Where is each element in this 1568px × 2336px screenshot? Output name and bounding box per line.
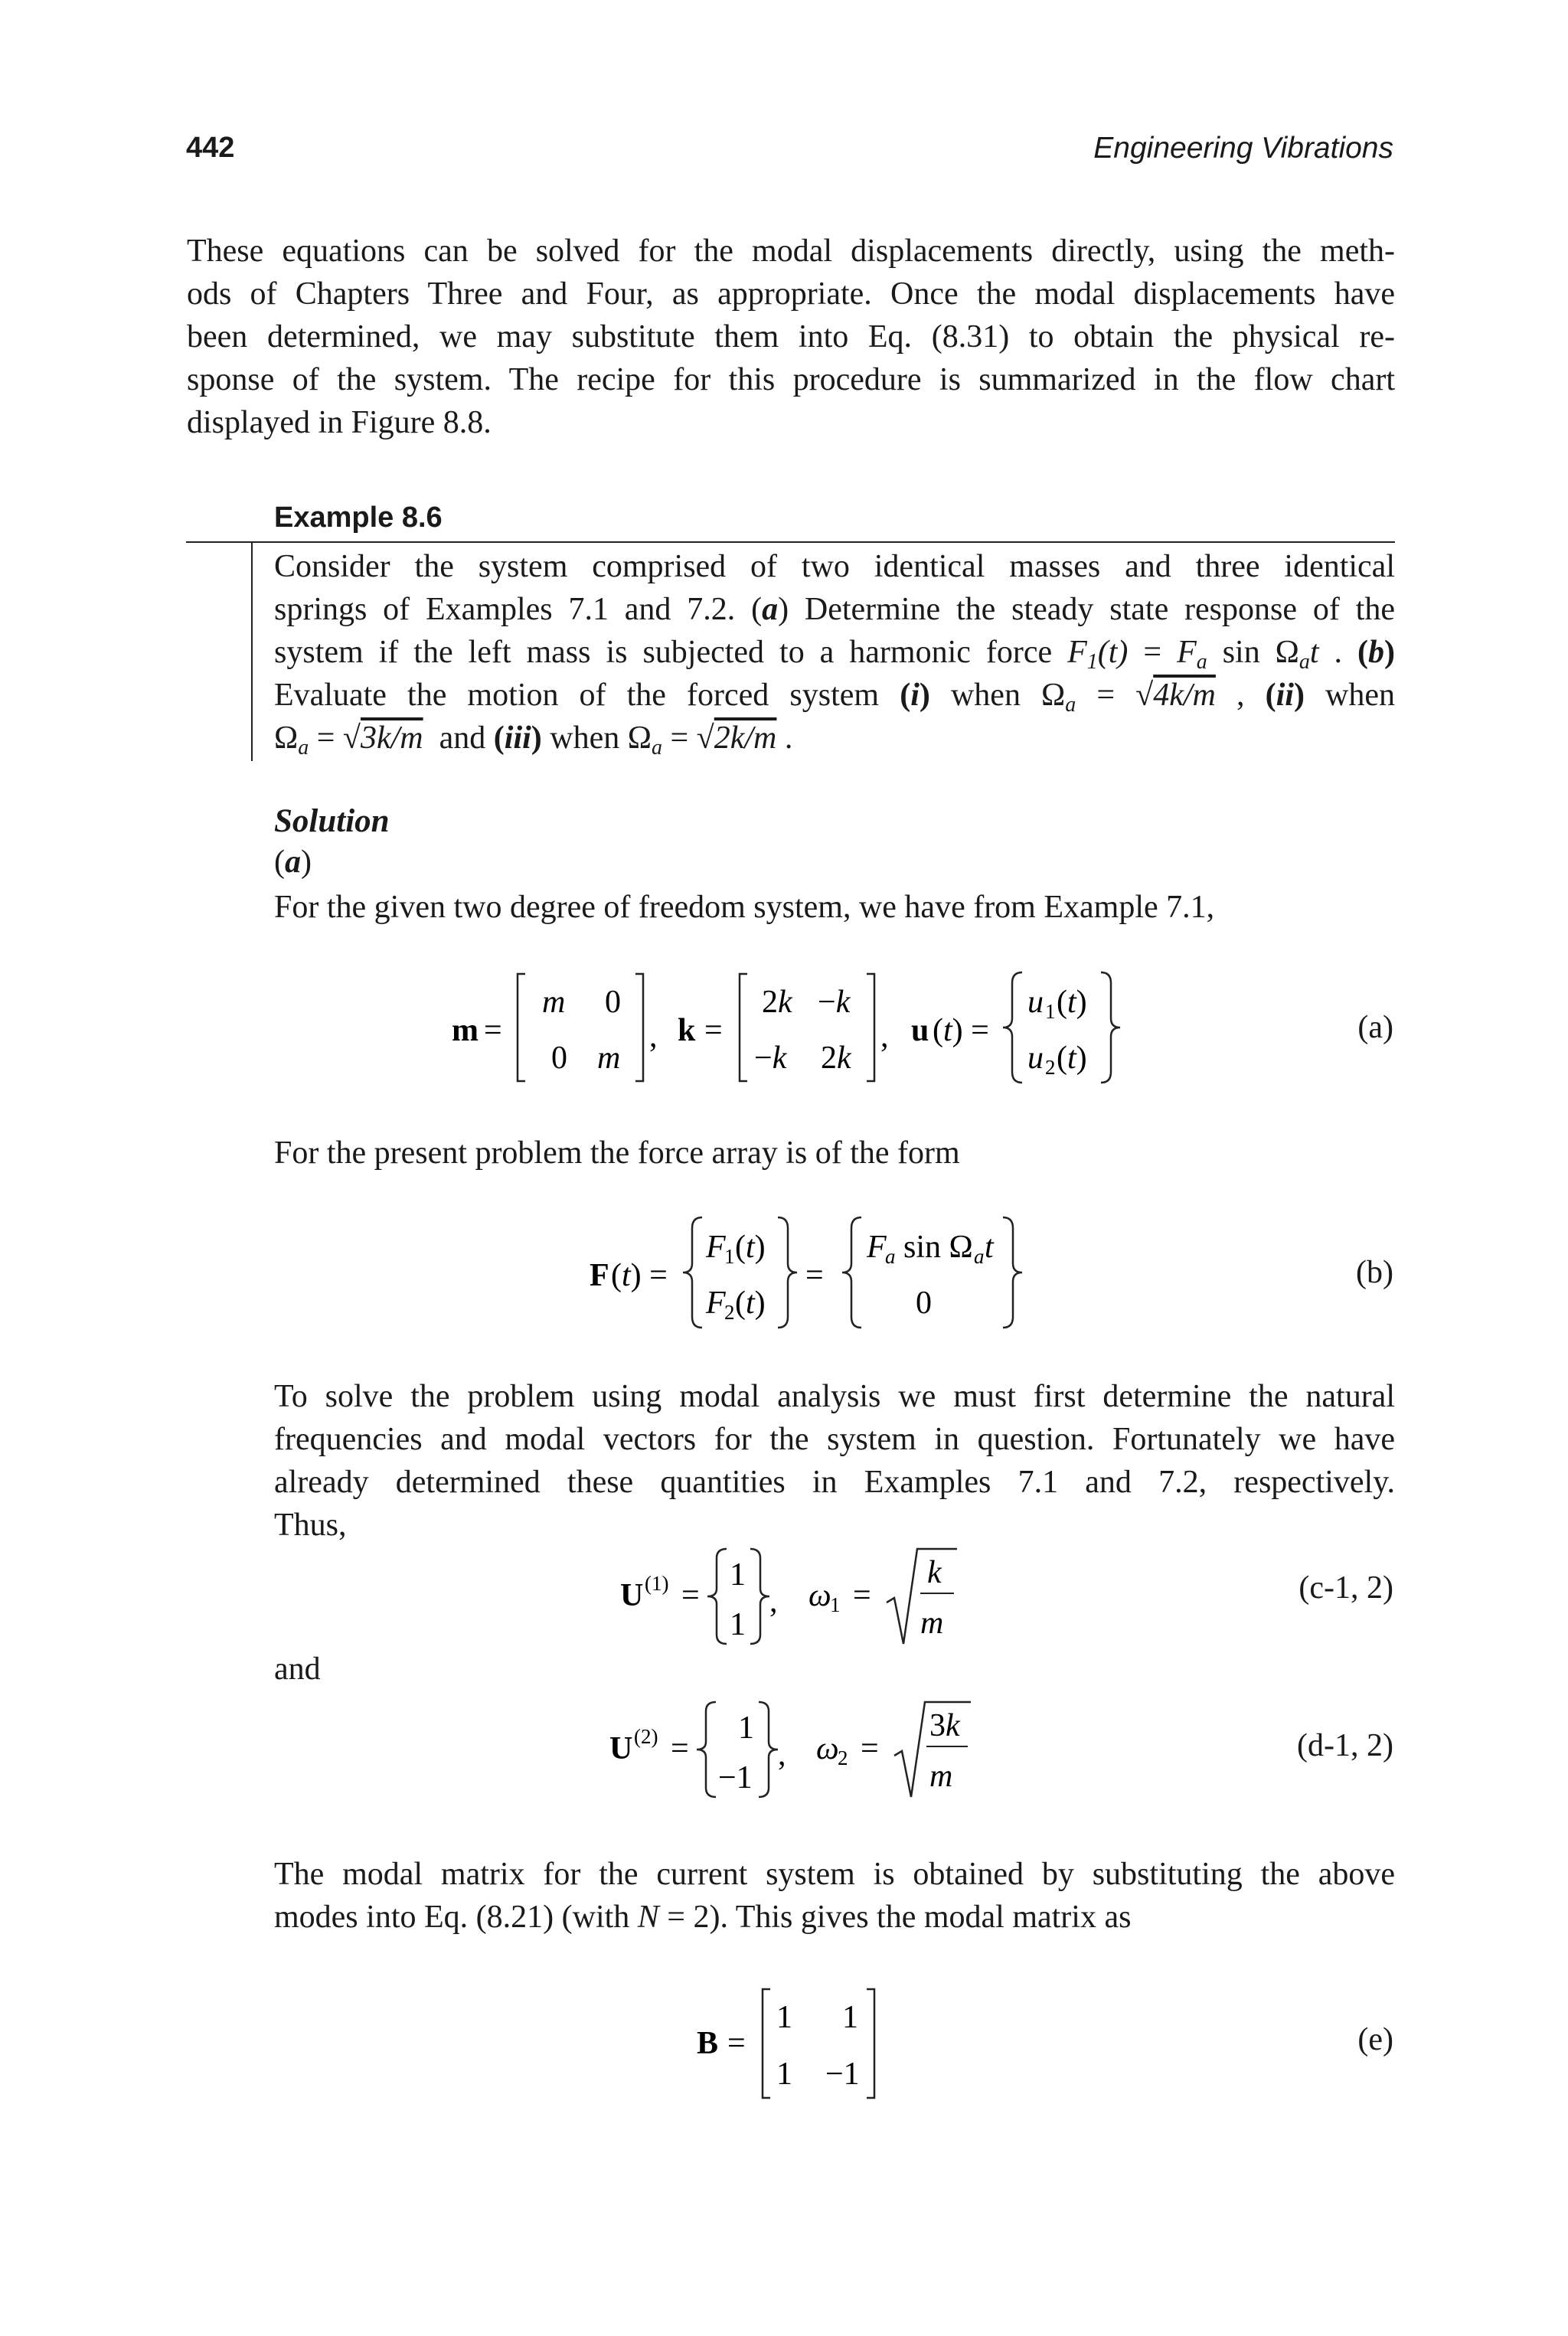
force-amplitude: $F_a$ [1177, 635, 1207, 674]
example-line-4: Evaluate the motion of the forced system (i) when $\Omega_a = √4k/m$ , (ii) when [274, 678, 1395, 717]
svg-text:k: k [678, 1013, 696, 1048]
svg-text:F: F [706, 1230, 726, 1265]
sqrt-2k-m: 2k/m [714, 720, 777, 756]
svg-text:m: m [542, 985, 566, 1020]
svg-text:(t) =: (t) = [933, 1013, 989, 1048]
svg-text:u: u [1027, 985, 1044, 1020]
svg-text:,: , [769, 1584, 778, 1619]
equation-label-e: (e) [1357, 2022, 1393, 2057]
svg-text:−1: −1 [718, 1760, 753, 1795]
svg-text:1: 1 [730, 1607, 746, 1642]
svg-text:−1: −1 [825, 2057, 860, 2092]
intro-paragraph [187, 230, 1395, 444]
page-number: 442 [186, 132, 235, 164]
svg-text:m: m [452, 1013, 479, 1048]
example-side-bar [251, 541, 253, 761]
running-header-title: Engineering Vibrations [1093, 132, 1393, 165]
sqrt-3k-m: 3k/m [360, 720, 423, 756]
case-ii-marker: (ii) [1265, 678, 1305, 713]
example-line-3-text: system if the left mass is subjected to a harmonic force [274, 635, 1053, 670]
example-line-3: system if the left mass is subjected to a harmonic force $F_1(t) = F_a$ $\sin \Omega_at$ . (b) [274, 635, 1395, 674]
svg-text:1: 1 [730, 1557, 746, 1593]
when-word: when [1325, 678, 1395, 713]
svg-text:=: = [681, 1578, 700, 1613]
svg-text:=: = [805, 1258, 824, 1293]
svg-text:(t): (t) [1057, 1041, 1087, 1076]
intro-line: sponse of the system. The recipe for this procedure is summarized in the flow chart [187, 362, 1395, 397]
force-expression: $F_1(t)$ [1067, 635, 1129, 674]
when-word: when [550, 720, 620, 756]
svg-text:(t): (t) [735, 1286, 766, 1321]
equation-b [590, 1211, 1049, 1341]
part-b-marker: (b) [1357, 635, 1395, 670]
when-word: when [950, 678, 1021, 713]
svg-text:(2): (2) [634, 1725, 658, 1748]
svg-text:2k: 2k [821, 1041, 851, 1076]
modal-matrix-paragraph [274, 1853, 1395, 1939]
sqrt-4k-m: 4k/m [1153, 678, 1216, 713]
svg-text:=: = [853, 1578, 871, 1613]
svg-text:U: U [620, 1578, 644, 1613]
svg-text:a: a [974, 1245, 985, 1268]
equation-label-c: (c-1, 2) [1298, 1570, 1393, 1606]
matrix-line: The modal matrix for the current system is obtained by substituting the above [274, 1857, 1395, 1892]
solution-part-a: (a) [274, 845, 312, 880]
svg-text:(1): (1) [645, 1572, 669, 1595]
svg-text:m: m [920, 1606, 944, 1641]
example-statement [274, 545, 1395, 760]
solution-title: Solution [274, 803, 390, 839]
matrix-line: modes into Eq. (8.21) (with N = 2). This gives the modal matrix as [274, 1900, 1132, 1935]
svg-text:2k: 2k [762, 985, 792, 1020]
svg-text:1: 1 [738, 1710, 754, 1746]
intro-line: These equations can be solved for the modal displacements directly, using the meth- [187, 234, 1395, 269]
svg-text:u: u [911, 1013, 929, 1048]
svg-text:0: 0 [916, 1286, 932, 1321]
svg-text:F: F [706, 1286, 726, 1321]
svg-text:2: 2 [1045, 1056, 1056, 1079]
modal-line: Thus, [274, 1508, 347, 1543]
equation-d [609, 1696, 977, 1811]
equation-label-a: (a) [1357, 1010, 1393, 1045]
intro-line: been determined, we may substitute them into Eq. (8.31) to obtain the physical re- [187, 319, 1395, 354]
svg-text:−k: −k [818, 985, 851, 1020]
equation-c [620, 1543, 965, 1658]
svg-text:F: F [590, 1258, 609, 1293]
svg-text:k: k [927, 1555, 942, 1590]
svg-text:sin Ω: sin Ω [903, 1230, 973, 1265]
intro-line: ods of Chapters Three and Four, as appropriate. Once the modal displacements have [187, 276, 1395, 312]
svg-text:2: 2 [838, 1746, 848, 1769]
svg-text:−k: −k [754, 1041, 787, 1076]
svg-text:=: = [671, 1731, 689, 1766]
force-intro-line [274, 1132, 1395, 1175]
case-i-marker: (i) [900, 678, 930, 713]
svg-text:2: 2 [724, 1301, 735, 1324]
force-intro-text: For the present problem the force array is of the form [274, 1135, 960, 1171]
example-line-2-text: springs of Examples 7.1 and 7.2. (a) Determine the steady state response of the [274, 592, 1395, 627]
example-line-5: $\Omega_a = √3k/m$ and (iii) when $\Omega_a = √2k/m$ . [274, 720, 793, 760]
svg-text:=: = [704, 1013, 723, 1048]
example-top-rule [186, 541, 1395, 543]
example-line-2 [274, 588, 1395, 631]
svg-text:a: a [885, 1245, 896, 1268]
modal-paragraph [274, 1375, 1395, 1547]
svg-text:=: = [484, 1013, 502, 1048]
modal-line: already determined these quantities in Examples 7.1 and 7.2, respectively. [274, 1465, 1395, 1500]
intro-line: displayed in Figure 8.8. [187, 405, 492, 440]
svg-text:1: 1 [842, 2000, 858, 2035]
and-word: and [439, 720, 486, 756]
svg-text:1: 1 [724, 1245, 735, 1268]
example-line-4-text: Evaluate the motion of the forced system [274, 678, 880, 713]
svg-text:ω: ω [808, 1578, 831, 1613]
svg-text:m: m [929, 1759, 953, 1794]
and-connector: and [274, 1652, 321, 1687]
solution-given-line [274, 886, 1395, 929]
example-title: Example 8.6 [274, 502, 443, 534]
equation-e [697, 1983, 896, 2106]
svg-text:F: F [867, 1230, 887, 1265]
svg-text:1: 1 [830, 1593, 841, 1616]
equation-label-b: (b) [1356, 1255, 1393, 1290]
svg-text:U: U [609, 1731, 633, 1766]
equation-a [452, 966, 1141, 1096]
svg-text:0: 0 [551, 1041, 567, 1076]
svg-text:m: m [597, 1041, 621, 1076]
svg-text:ω: ω [816, 1731, 839, 1766]
modal-line: To solve the problem using modal analysis we must first determine the natural [274, 1379, 1395, 1414]
svg-text:1: 1 [776, 2000, 792, 2035]
svg-text:,: , [778, 1737, 786, 1772]
svg-text:=: = [727, 2026, 746, 2061]
equation-label-d: (d-1, 2) [1297, 1728, 1393, 1763]
modal-line: frequencies and modal vectors for the system in question. Fortunately we have [274, 1422, 1395, 1457]
svg-text:,: , [649, 1019, 658, 1054]
svg-text:(t): (t) [1057, 985, 1087, 1020]
svg-text:=: = [861, 1731, 879, 1766]
svg-text:B: B [697, 2026, 719, 2061]
svg-text:,: , [880, 1019, 889, 1054]
case-iii-marker: (iii) [493, 720, 542, 756]
given-text: For the given two degree of freedom system, we have from Example 7.1, [274, 890, 1215, 925]
example-line-1: Consider the system comprised of two identical masses and three identical [274, 549, 1395, 584]
svg-text:1: 1 [776, 2057, 792, 2092]
svg-text:(t) =: (t) = [611, 1258, 668, 1293]
svg-text:t: t [985, 1230, 994, 1265]
svg-text:3k: 3k [929, 1708, 960, 1743]
svg-text:1: 1 [1045, 1000, 1056, 1023]
svg-text:u: u [1027, 1041, 1044, 1076]
svg-text:(t): (t) [735, 1230, 766, 1265]
svg-text:0: 0 [605, 985, 621, 1020]
